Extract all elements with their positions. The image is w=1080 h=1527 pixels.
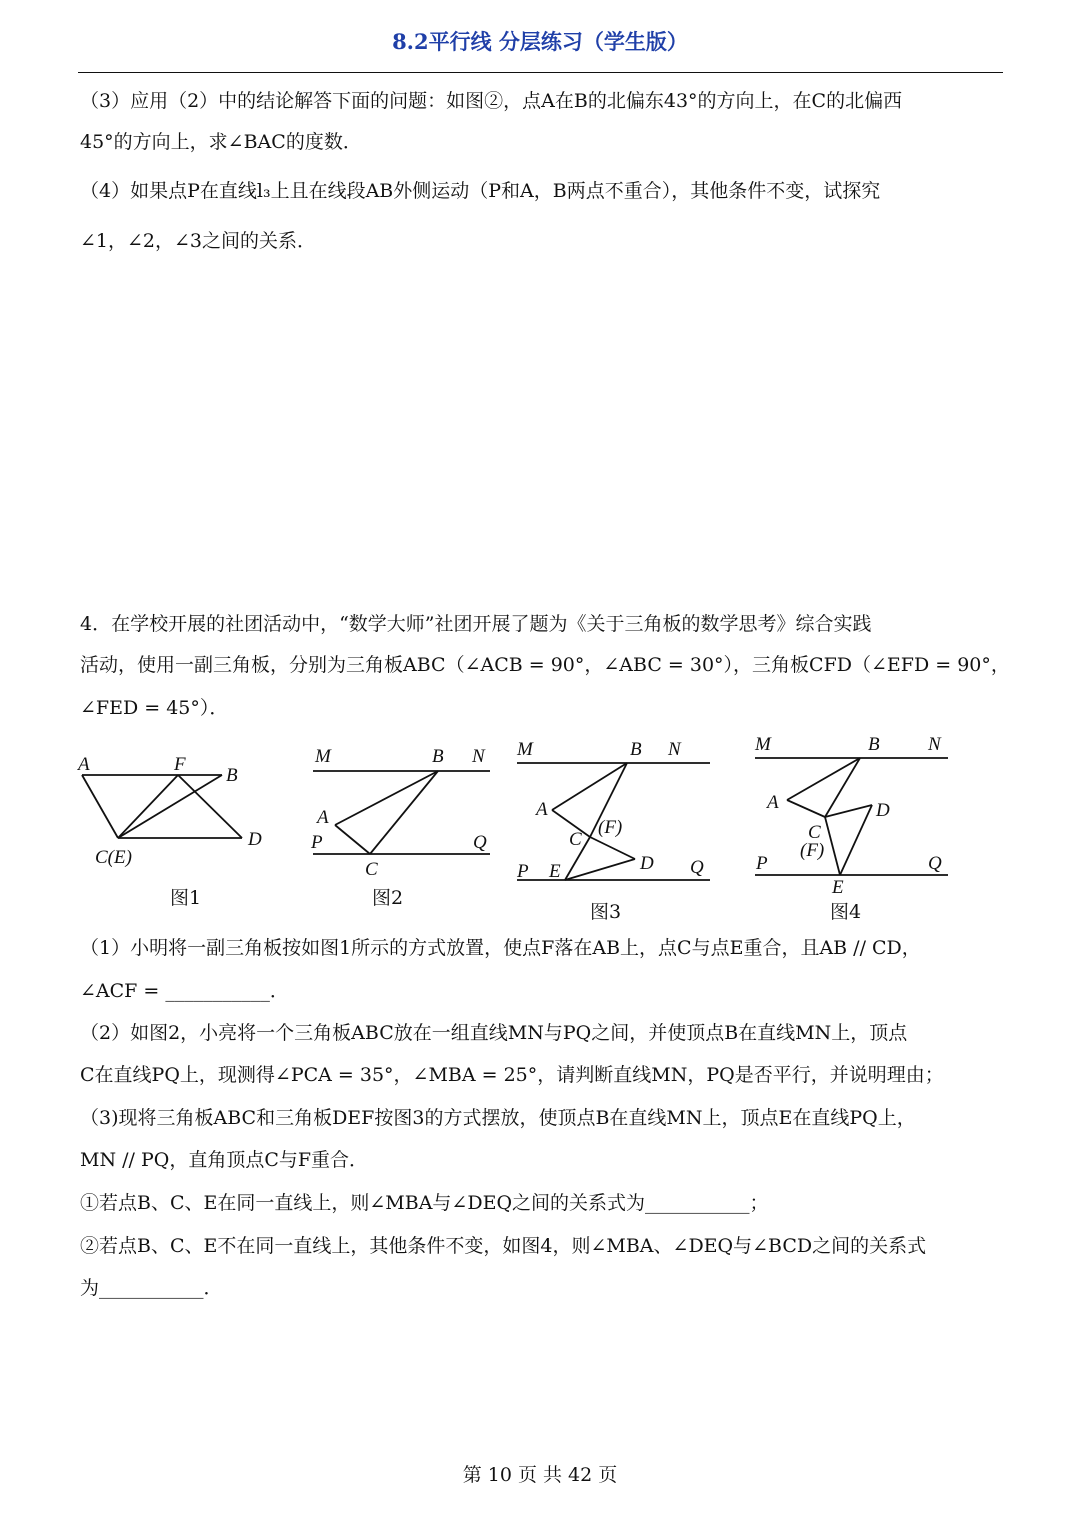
figure-4-caption: 图4 [830, 901, 862, 923]
fig1-label-d: D [248, 829, 262, 850]
problem-4-intro-line-1: 4．在学校开展的社团活动中，“数学大师”社团开展了题为《关于三角板的数学思考》综合实践 [80, 613, 872, 635]
header-divider [78, 72, 1003, 73]
fig3-label-f: (F) [598, 817, 623, 838]
figure-2 [305, 740, 505, 885]
fig3-label-e: E [549, 861, 561, 882]
figure-1 [70, 745, 280, 875]
problem-4-intro-line-2: 活动，使用一副三角板，分别为三角板ABC（∠ACB = 90°，∠ABC = 30°），三角板CFD（∠EFD = 90°， [80, 654, 1010, 676]
fig4-label-b: B [868, 734, 880, 755]
fig1-label-ce: C(E) [95, 847, 132, 868]
figure-3 [510, 735, 720, 890]
part-3-sub-2-line-2: 为___________． [80, 1277, 223, 1299]
problem-4-intro-line-3: ∠FED = 45°）． [80, 697, 229, 719]
page-footer: 第 10 页 共 42 页 [462, 1464, 618, 1486]
fig4-label-n: N [928, 734, 941, 755]
fig2-label-c: C [365, 859, 378, 880]
part-1-line-2: ∠ACF = ___________． [80, 980, 289, 1002]
fig4-label-d: D [876, 800, 890, 821]
fig4-label-q: Q [928, 853, 942, 874]
fig4-label-p: P [756, 853, 768, 874]
fig3-label-m: M [517, 739, 533, 760]
fig2-label-n: N [472, 746, 485, 767]
figure-4 [750, 730, 965, 895]
figure-1-caption: 图1 [170, 887, 202, 909]
fig2-label-m: M [315, 746, 331, 767]
part-1-line-1: （1）小明将一副三角板按如图1所示的方式放置，使点F落在AB上，点C与点E重合，且AB // CD， [80, 937, 921, 959]
fig3-label-q: Q [690, 857, 704, 878]
fig3-label-p: P [517, 861, 529, 882]
fig4-label-e: E [832, 877, 844, 895]
fig4-label-a: A [767, 792, 779, 813]
figure-2-caption: 图2 [372, 887, 404, 909]
fig3-label-c: C [569, 829, 582, 850]
page-header-title: 8.2平行线 分层练习（学生版） [392, 29, 688, 54]
part-3-line-1: （3)现将三角板ABC和三角板DEF按图3的方式摆放，使顶点B在直线MN上，顶点E在直线PQ上， [80, 1107, 916, 1129]
fig3-label-a: A [536, 799, 548, 820]
fig3-label-b: B [630, 739, 642, 760]
fig2-label-b: B [432, 746, 444, 767]
fig2-label-p: P [311, 832, 323, 853]
fig2-label-q: Q [473, 832, 487, 853]
q3-line-1: （3）应用（2）中的结论解答下面的问题：如图②，点A在B的北偏东43°的方向上，在C的北偏西 [80, 90, 903, 112]
figure-3-caption: 图3 [590, 901, 622, 923]
part-3-line-2: MN // PQ，直角顶点C与F重合． [80, 1149, 369, 1171]
fig4-label-c: C [808, 822, 821, 843]
q3-line-2: 45°的方向上，求∠BAC的度数． [80, 131, 362, 153]
q4-line-1: （4）如果点P在直线l₃上且在线段AB外侧运动（P和A，B两点不重合），其他条件不变，试探究 [80, 180, 881, 202]
fig4-label-f: (F) [800, 840, 825, 861]
part-2-line-1: （2）如图2，小亮将一个三角板ABC放在一组直线MN与PQ之间，并使顶点B在直线MN上，顶点 [80, 1022, 908, 1044]
fig1-label-f: F [174, 754, 186, 775]
fig1-label-b: B [226, 765, 238, 786]
fig2-label-a: A [317, 807, 329, 828]
part-3-sub-1: ①若点B、C、E在同一直线上，则∠MBA与∠DEQ之间的关系式为___________； [80, 1192, 769, 1214]
part-3-sub-2-line-1: ②若点B、C、E不在同一直线上，其他条件不变，如图4，则∠MBA、∠DEQ与∠BCD之间的关系式 [80, 1235, 927, 1257]
q4-line-2: ∠1，∠2，∠3之间的关系． [80, 230, 317, 252]
part-2-line-2: C在直线PQ上，现测得∠PCA = 35°，∠MBA = 25°，请判断直线MN，PQ是否平行，并说明理由； [80, 1064, 944, 1086]
fig4-label-m: M [755, 734, 771, 755]
fig3-label-n: N [668, 739, 681, 760]
fig3-label-d: D [640, 853, 654, 874]
fig1-label-a: A [78, 754, 90, 775]
